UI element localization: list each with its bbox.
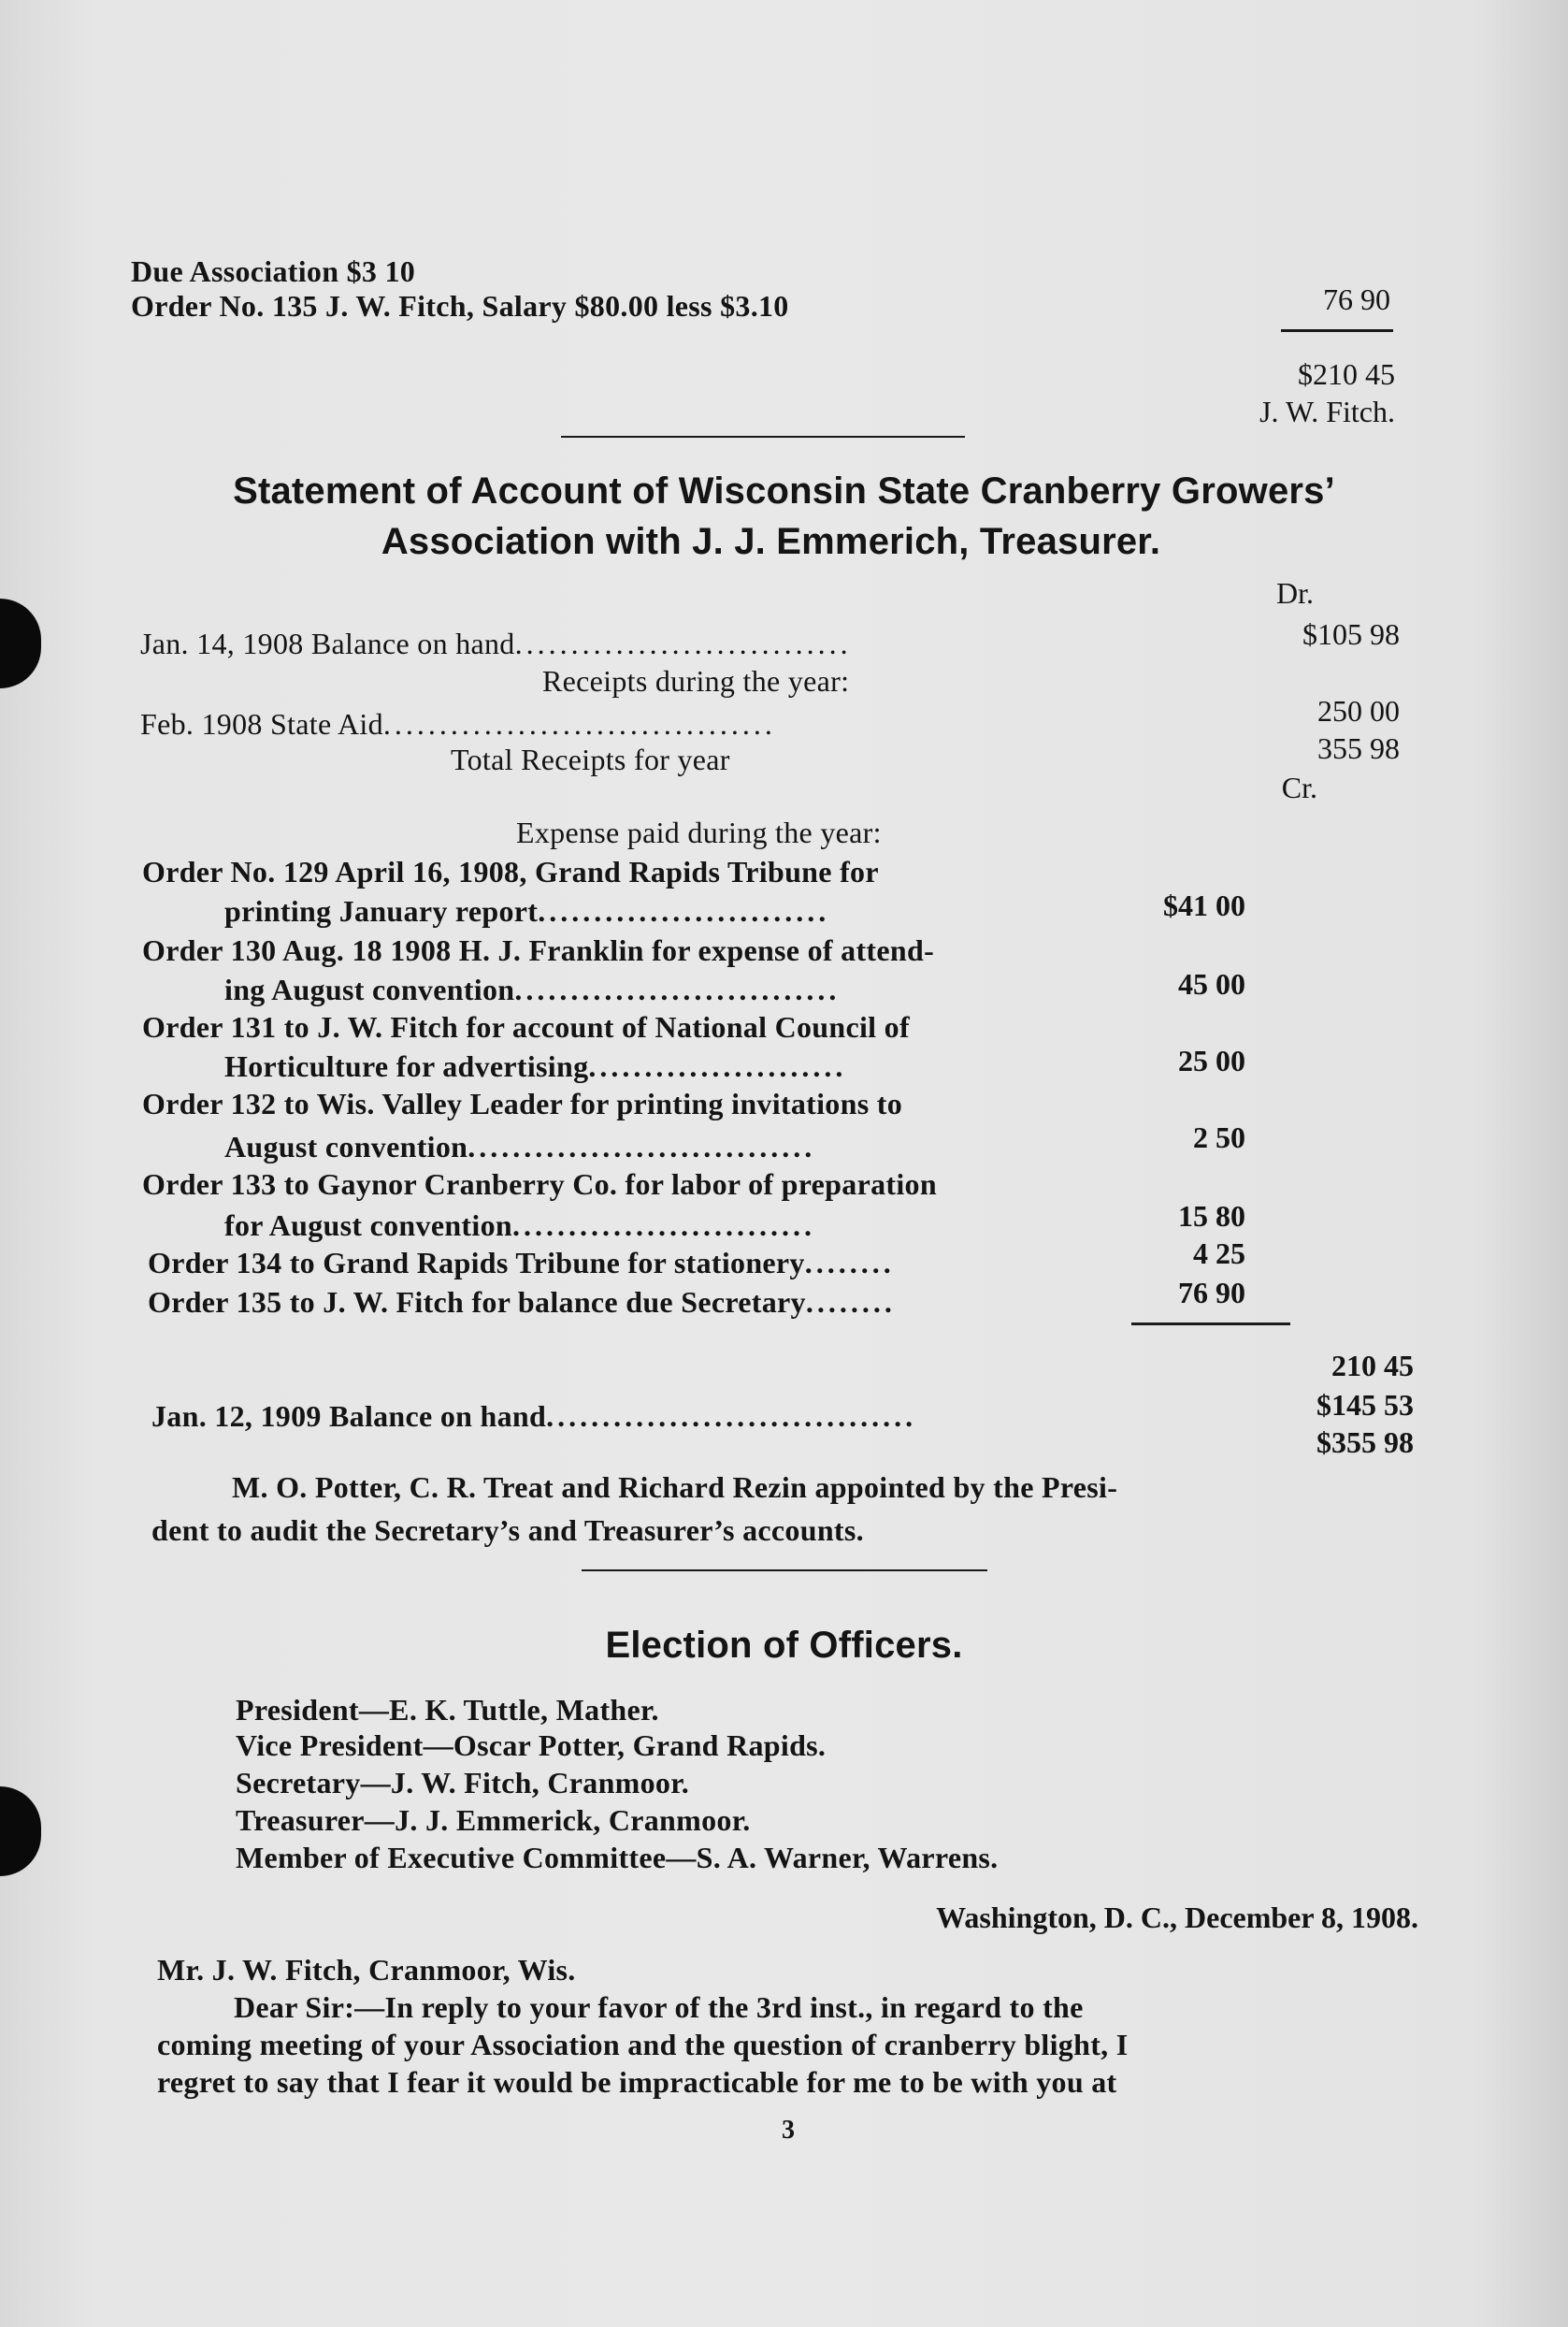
order-134-line bbox=[148, 1244, 895, 1281]
order-129-line1: Order No. 129 April 16, 1908, Grand Rapids Tribune for bbox=[142, 855, 879, 889]
grand-total: $355 98 bbox=[1316, 1425, 1414, 1459]
order-129-desc: printing January report bbox=[224, 894, 539, 928]
audit-line1: M. O. Potter, C. R. Treat and Richard Rezin appointed by the Presi- bbox=[232, 1470, 1118, 1504]
receipts-heading: Receipts during the year: bbox=[542, 664, 850, 698]
top-total: $210 45 bbox=[1298, 357, 1395, 391]
binder-hole bbox=[0, 599, 41, 688]
closing-balance-label: Jan. 12, 1909 Balance on hand bbox=[151, 1399, 547, 1433]
leader-dots: ................................... bbox=[382, 707, 776, 741]
state-aid-amount: 250 00 bbox=[1317, 694, 1400, 728]
leader-dots: ........ bbox=[804, 1246, 895, 1279]
leader-dots: ........................... bbox=[511, 1208, 815, 1242]
officer-vice-president: Vice President—Oscar Potter, Grand Rapids. bbox=[236, 1728, 827, 1762]
order-135-amount: 76 90 bbox=[1323, 282, 1390, 316]
order-130-line2 bbox=[224, 971, 840, 1008]
section-divider bbox=[582, 1569, 987, 1571]
order-133-line1: Order 133 to Gaynor Cranberry Co. for labor of preparation bbox=[142, 1167, 937, 1201]
total-receipts-amount: 355 98 bbox=[1317, 731, 1400, 765]
statement-title-line2: Association with J. J. Emmerich, Treasurer. bbox=[381, 521, 1161, 562]
letter-body-line2: coming meeting of your Association and the question of cranberry blight, I bbox=[157, 2028, 1129, 2061]
order-131-desc: Horticulture for advertising bbox=[224, 1049, 589, 1083]
order-135-desc: Order 135 to J. W. Fitch for balance due Secretary bbox=[148, 1285, 806, 1319]
order-131-line2 bbox=[224, 1048, 846, 1085]
total-receipts-label: Total Receipts for year bbox=[451, 743, 730, 776]
letter-body-line1: Dear Sir:—In reply to your favor of the 3rd inst., in regard to the bbox=[234, 1990, 1084, 2024]
order-130-desc: ing August convention bbox=[224, 973, 515, 1006]
order-130-amount: 45 00 bbox=[1178, 967, 1245, 1001]
cr-label: Cr. bbox=[1281, 771, 1317, 804]
election-title: Election of Officers. bbox=[605, 1625, 963, 1666]
order-133-amount: 15 80 bbox=[1178, 1199, 1245, 1233]
officer-president: President—E. K. Tuttle, Mather. bbox=[236, 1693, 659, 1727]
due-association-line: Due Association $3 10 bbox=[131, 254, 416, 288]
dr-label: Dr. bbox=[1276, 576, 1314, 610]
order-130-line1: Order 130 Aug. 18 1908 H. J. Franklin for expense of attend- bbox=[142, 933, 935, 967]
order-129-amount: $41 00 bbox=[1163, 889, 1245, 922]
leader-dots: ........ bbox=[805, 1285, 896, 1319]
order-135-line bbox=[148, 1283, 896, 1321]
section-divider bbox=[561, 436, 965, 438]
order-132-desc: August convention bbox=[224, 1130, 468, 1164]
order-135-salary-line: Order No. 135 J. W. Fitch, Salary $80.00 less $3.10 bbox=[131, 289, 789, 323]
balance-line bbox=[140, 625, 852, 662]
expense-sum-rule bbox=[1131, 1322, 1290, 1325]
leader-dots: .......................... bbox=[538, 894, 830, 928]
order-134-amount: 4 25 bbox=[1193, 1236, 1245, 1270]
order-135-amount-cr: 76 90 bbox=[1178, 1276, 1245, 1309]
page-number: 3 bbox=[782, 2116, 795, 2145]
order-132-line2 bbox=[224, 1128, 815, 1165]
letter-addressee: Mr. J. W. Fitch, Cranmoor, Wis. bbox=[157, 1953, 576, 1987]
officer-executive-member: Member of Executive Committee—S. A. Warner, Warrens. bbox=[236, 1841, 999, 1874]
balance-amount: $105 98 bbox=[1302, 617, 1400, 651]
order-129-line2 bbox=[224, 892, 829, 930]
order-133-line2 bbox=[224, 1207, 815, 1244]
order-131-line1: Order 131 to J. W. Fitch for account of National Council of bbox=[142, 1010, 910, 1044]
sum-rule bbox=[1281, 329, 1393, 332]
state-aid-line bbox=[140, 705, 776, 743]
statement-title-line1: Statement of Account of Wisconsin State Cranberry Growers’ bbox=[233, 470, 1335, 512]
signature: J. W. Fitch. bbox=[1259, 395, 1395, 428]
closing-balance-line bbox=[151, 1397, 916, 1435]
officer-secretary: Secretary—J. W. Fitch, Cranmoor. bbox=[236, 1766, 690, 1799]
audit-line2: dent to audit the Secretary’s and Treasurer’s accounts. bbox=[151, 1513, 864, 1547]
letter-body-line3: regret to say that I fear it would be impracticable for me to be with you at bbox=[157, 2065, 1117, 2099]
order-131-amount: 25 00 bbox=[1178, 1044, 1245, 1077]
leader-dots: ....................... bbox=[588, 1049, 847, 1083]
letter-dateline: Washington, D. C., December 8, 1908. bbox=[936, 1901, 1418, 1934]
expense-total: 210 45 bbox=[1331, 1349, 1414, 1382]
closing-balance-amount: $145 53 bbox=[1316, 1388, 1414, 1422]
balance-label: Jan. 14, 1908 Balance on hand bbox=[140, 627, 515, 660]
leader-dots: ............................... bbox=[468, 1130, 816, 1164]
order-134-desc: Order 134 to Grand Rapids Tribune for stationery bbox=[148, 1246, 805, 1279]
leader-dots: ................................. bbox=[546, 1399, 917, 1433]
binder-hole bbox=[0, 1786, 41, 1876]
expense-heading: Expense paid during the year: bbox=[516, 816, 882, 849]
order-133-desc: for August convention bbox=[224, 1208, 512, 1242]
order-132-amount: 2 50 bbox=[1193, 1120, 1245, 1154]
officer-treasurer: Treasurer—J. J. Emmerick, Cranmoor. bbox=[236, 1803, 751, 1837]
leader-dots: .............................. bbox=[514, 627, 852, 660]
leader-dots: ............................. bbox=[514, 973, 841, 1006]
state-aid-label: Feb. 1908 State Aid bbox=[140, 707, 383, 741]
order-132-line1: Order 132 to Wis. Valley Leader for printing invitations to bbox=[142, 1087, 903, 1120]
